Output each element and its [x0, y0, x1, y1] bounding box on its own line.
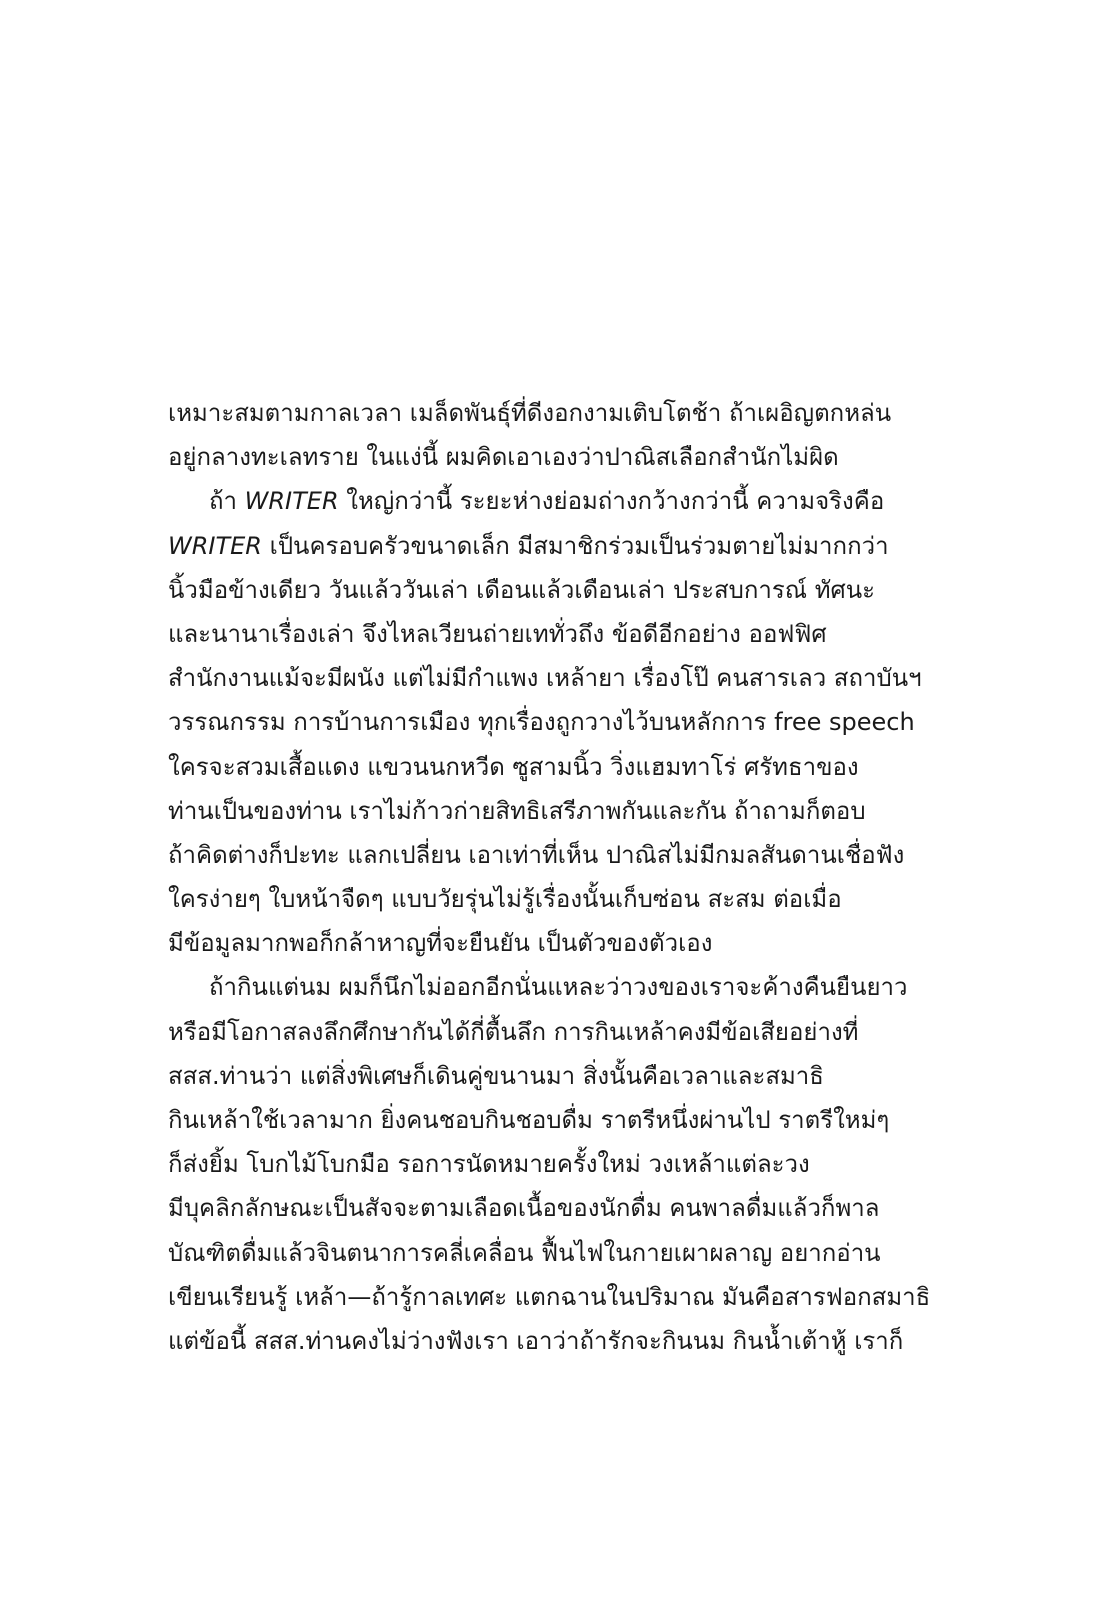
writer-magazine-name: WRITER [168, 531, 262, 560]
text-segment: ใหญ่กว่านี้ ระยะห่างย่อมถ่างกว้างกว่านี้ ความจริงคือ [338, 487, 885, 516]
text-line: มีบุคลิกลักษณะเป็นสัจจะตามเลือดเนื้อของนักดื่ม คนพาลดื่มแล้วก็พาล [168, 1194, 880, 1223]
text-segment: เป็นครอบครัวขนาดเล็ก มีสมาชิกร่วมเป็นร่วมตายไม่มากกว่า [261, 531, 889, 560]
text-segment: ถ้า [209, 487, 245, 516]
text-line: ท่านเป็นของท่าน เราไม่ก้าวก่ายสิทธิเสรีภาพกันและกัน ถ้าถามก็ตอบ [168, 796, 866, 825]
text-line: ใครจะสวมเสื้อแดง แขวนนกหวีด ซูสามนิ้ว วิ่งแฮมทาโร่ ศรัทธาของ [168, 752, 859, 781]
text-line: เหมาะสมตามกาลเวลา เมล็ดพันธุ์ที่ดีงอกงามเติบโตช้า ถ้าเผอิญตกหล่น [168, 399, 892, 427]
text-line [168, 524, 943, 568]
text-line: ถ้าคิดต่างก็ปะทะ แลกเปลี่ยน เอาเท่าที่เห็น ปาณิสไม่มีกมลสันดานเชื่อฟัง [168, 840, 905, 869]
text-line: ถ้ากินแต่นม ผมก็นึกไม่ออกอีกนั่นแหละว่าวงของเราจะค้างคืนยืนยาว [209, 973, 908, 1002]
text-line: หรือมีโอกาสลงลึกศึกษากันได้กี่ตื้นลึก การกินเหล้าคงมีข้อเสียอย่างที่ [168, 1017, 859, 1046]
text-line: นิ้วมือข้างเดียว วันแล้ววันเล่า เดือนแล้วเดือนเล่า ประสบการณ์ ทัศนะ [168, 575, 876, 604]
text-line: แต่ข้อนี้ สสส.ท่านคงไม่ว่างฟังเรา เอาว่าถ้ารักจะกินนม กินน้ำเต้าหู้ เราก็ [168, 1326, 904, 1355]
text-line: เขียนเรียนรู้ เหล้า—ถ้ารู้กาลเทศะ แตกฉานในปริมาณ มันคือสารฟอกสมาธิ [168, 1282, 931, 1311]
text-line: สสส.ท่านว่า แต่สิ่งพิเศษก็เดินคู่ขนานมา สิ่งนั้นคือเวลาและสมาธิ [168, 1061, 824, 1090]
body-text [168, 391, 943, 1363]
text-line: กินเหล้าใช้เวลามาก ยิ่งคนชอบกินชอบดื่ม ราตรีหนึ่งผ่านไป ราตรีใหม่ๆ [168, 1106, 890, 1134]
text-line: วรรณกรรม การบ้านการเมือง ทุกเรื่องถูกวางไว้บนหลักการ free speech [168, 708, 915, 737]
text-line [168, 479, 943, 523]
text-line: และนานาเรื่องเล่า จึงไหลเวียนถ่ายเททั่วถึง ข้อดีอีกอย่าง ออฟฟิศ [168, 619, 827, 648]
text-line: ใครง่ายๆ ใบหน้าจืดๆ แบบวัยรุ่นไม่รู้เรื่องนั้นเก็บซ่อน สะสม ต่อเมื่อ [168, 885, 842, 914]
text-line: ก็ส่งยิ้ม โบกไม้โบกมือ รอการนัดหมายครั้งใหม่ วงเหล้าแต่ละวง [168, 1150, 810, 1179]
writer-magazine-name: WRITER [244, 487, 339, 516]
text-line: สำนักงานแม้จะมีผนัง แต่ไม่มีกำแพง เหล้ายา เรื่องโป๊ คนสารเลว สถาบันฯ [168, 664, 922, 693]
text-line: อยู่กลางทะเลทราย ในแง่นี้ ผมคิดเอาเองว่าปาณิสเลือกสำนักไม่ผิด [168, 443, 839, 472]
text-line: มีข้อมูลมากพอก็กล้าหาญที่จะยืนยัน เป็นตัวของตัวเอง [168, 929, 713, 958]
text-line: บัณฑิตดื่มแล้วจินตนาการคลี่เคลื่อน ฟื้นไฟในกายเผาผลาญ อยากอ่าน [168, 1238, 881, 1267]
